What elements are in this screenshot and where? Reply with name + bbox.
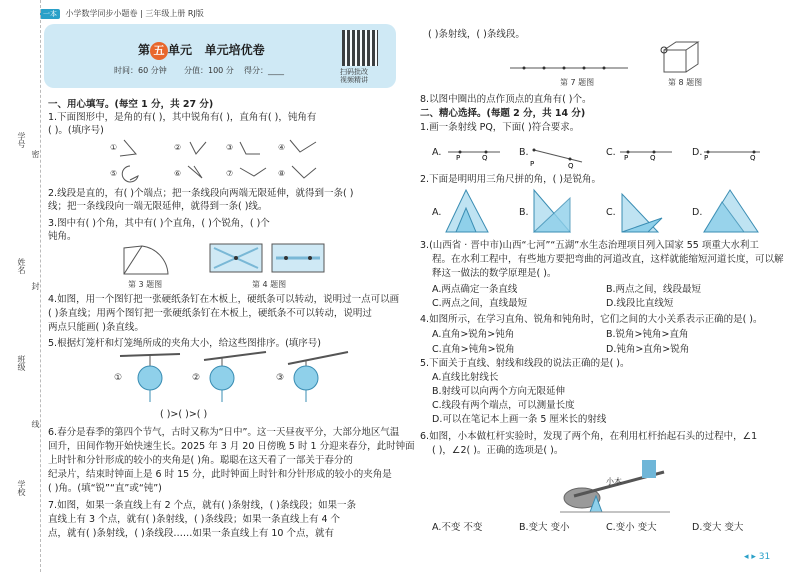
unit-title: 第 五 单元 单元培优卷 — [138, 41, 265, 60]
c6-lever-figure — [560, 460, 670, 516]
svg-text:P: P — [456, 154, 461, 162]
c3-option-d[interactable]: D.线段比直线短 — [606, 298, 674, 309]
c3-option-b[interactable]: B.两点之间，线段最短 — [606, 284, 702, 295]
c4-option-b[interactable]: B.锐角>钝角>直角 — [606, 329, 689, 340]
lantern-pole-3 — [288, 352, 348, 364]
time-info: 时间：60 分钟 — [114, 66, 167, 75]
c3-text-cont1: 程。在水利工程中，有些地方要把弯曲的河道改直，这样就能缩短河道长度，可以解 — [432, 254, 784, 265]
c2-text: 2.下面是明明用三角尺拼的角，( )是锐角。 — [420, 174, 601, 185]
c4-option-a[interactable]: A.直角>锐角>钝角 — [432, 329, 515, 340]
fig-4-pinboard — [210, 244, 326, 274]
fig-4-caption: 第 4 题图 — [252, 280, 287, 289]
qr-caption: 扫码批改 视频精讲 — [340, 68, 368, 84]
q6-text-cont4: ( )角。(填“锐”“直”或“钝”) — [48, 483, 162, 494]
fig-label-3: ③ — [226, 143, 234, 152]
q5-lantern-figures — [110, 350, 350, 408]
q2-text: 2.线段是直的，有( )个端点；把一条线段向两端无限延伸，就得到一条( ) — [48, 188, 354, 199]
lantern-label-1: ① — [114, 373, 123, 383]
lantern-3 — [294, 366, 318, 390]
q2-text-cont: 线；把一条线段向一端无限延伸，就得到一条( )线。 — [48, 201, 268, 212]
fig-3-caption: 第 3 题图 — [128, 280, 163, 289]
c2-option-c[interactable]: C. — [606, 207, 616, 218]
c5-text: 5.下面关于直线、射线和线段的说法正确的是( )。 — [420, 358, 630, 369]
q3-text-cont: 钝角。 — [48, 231, 77, 242]
q7-text: 7.如图，如果一条直线上有 2 个点，就有( )条射线，( )条线段；如果一条 — [48, 500, 357, 511]
c6-text: 6.如图，小本做杠杆实验时，发现了两个角，在利用杠杆抬起石头的过程中，∠1 — [420, 431, 758, 442]
c2-option-d[interactable]: D. — [692, 207, 703, 218]
svg-text:P: P — [530, 160, 535, 168]
angle-fig-3 — [240, 142, 260, 154]
brand-logo: 一本 — [40, 9, 60, 19]
svg-text:Q: Q — [568, 162, 574, 170]
q6-text-cont3: 纪录片，结束时钟面上是 6 时 15 分，此时钟面上时针和分针形成的较小的夹角是 — [48, 469, 392, 480]
angle-fig-6 — [188, 166, 202, 178]
q8-text: 8.以图中圈出的点作顶点的直角有( )个。 — [420, 94, 592, 105]
c1-option-a[interactable]: A. — [432, 147, 442, 158]
c6-option-d[interactable]: D.变大 变大 — [692, 522, 744, 533]
q1-angle-figures — [110, 136, 340, 184]
fig-3-quarter-shape — [120, 244, 180, 278]
q7-text-cont3: ( )条射线，( )条线段。 — [428, 29, 525, 40]
binding-label-line: 线 — [31, 420, 40, 428]
c4-option-c[interactable]: C.直角>钝角>锐角 — [432, 344, 515, 355]
q6-text-cont1: 回升，田间作物开始快速生长。2025 年 3 月 20 日傍晚 5 时 1 分迎来春分，此时钟面 — [48, 441, 415, 452]
fig-label-8: ⑧ — [278, 169, 286, 178]
angle-fig-2 — [190, 142, 206, 154]
q7-text-cont1: 直线上有 3 个点，就有( )条射线，( )条线段；如果一条直线上有 4 个 — [48, 514, 341, 525]
c6-option-b[interactable]: B.变大 变小 — [519, 522, 570, 533]
section-1-heading: 一、用心填写。(每空 1 分，共 27 分) — [48, 99, 214, 110]
c1-text: 1.画一条射线 PQ，下面( )符合要求。 — [420, 122, 580, 133]
fig-label-1: ① — [110, 143, 118, 152]
c6-option-c[interactable]: C.变小 变大 — [606, 522, 657, 533]
c5-option-a[interactable]: A.直线比射线长 — [432, 372, 499, 383]
c1-option-c[interactable]: C. — [606, 147, 616, 158]
c1-option-d[interactable]: D. — [692, 147, 703, 158]
series-title: 小学数学同步小题卷 — [65, 9, 138, 18]
qr-code[interactable] — [342, 30, 378, 66]
c5-option-d[interactable]: D.可以在笔记本上画一条 5 厘米长的射线 — [432, 414, 607, 425]
fig-label-2: ② — [174, 143, 182, 152]
fig-label-5: ⑤ — [110, 169, 118, 178]
c4-text: 4.如图所示，在学习直角、锐角和钝角时，它们之间的大小关系表示正确的是( )。 — [420, 314, 763, 325]
lantern-2 — [210, 366, 234, 390]
page-header: 一本 小学数学同步小题卷 | 三年级上册 RJ版 — [40, 8, 204, 19]
c6-option-a[interactable]: A.不变 不变 — [432, 522, 483, 533]
c1-fig-c — [618, 144, 674, 160]
c2-fig-d — [700, 188, 762, 234]
binding-label-secret: 密 — [31, 150, 40, 158]
unit-banner — [44, 24, 396, 88]
c1-fig-b — [530, 140, 586, 168]
page-number: ◂ ▸ 31 — [744, 552, 771, 562]
q1-text-cont: ( )。(填序号) — [48, 125, 104, 136]
svg-text:P: P — [704, 154, 709, 162]
c1-fig-d — [702, 144, 762, 160]
q3-text: 3.图中有( )个角，其中有( )个直角，( )个锐角，( )个 — [48, 218, 270, 229]
section-2-heading: 二、精心选择。(每题 2 分，共 14 分) — [420, 108, 586, 119]
q5-text: 5.根据灯笼杆和灯笼绳所成的夹角大小，给这些图排序。(填序号) — [48, 338, 321, 349]
fig-label-4: ④ — [278, 143, 286, 152]
c3-text-cont2: 释这一做法的数学原理是( )。 — [432, 268, 557, 279]
score-info: 分值：100 分 — [184, 66, 234, 75]
lantern-label-3: ③ — [276, 373, 285, 383]
lever-person-label: 小本 — [606, 477, 622, 486]
q4-text-cont2: 两点只能画( )条直线。 — [48, 322, 144, 333]
c2-fig-a — [442, 188, 492, 234]
c5-option-b[interactable]: B.射线可以向两个方向无限延伸 — [432, 386, 566, 397]
binding-label-school: 学校 — [17, 480, 26, 496]
c1-option-b[interactable]: B. — [519, 147, 529, 158]
q6-text-cont2: 上时针和分针形成的较小的夹角是( )角。聪聪在这天看了一部关于春分的 — [48, 455, 353, 466]
lantern-label-2: ② — [192, 373, 201, 383]
c2-fig-c — [618, 190, 664, 234]
binding-label-student-id: 学号 — [17, 132, 26, 148]
svg-text:P: P — [624, 154, 629, 162]
svg-text:Q: Q — [482, 154, 488, 162]
fig-label-7: ⑦ — [226, 169, 234, 178]
c4-option-d[interactable]: D.钝角>直角>锐角 — [606, 344, 690, 355]
q4-text-cont1: ( )条直线；用两个图钉把一张硬纸条钉在木板上，硬纸条不可以转动，说明过 — [48, 308, 372, 319]
binding-label-name: 姓名 — [17, 258, 26, 274]
fig-8-caption: 第 8 题图 — [668, 78, 703, 87]
fig-7-caption: 第 7 题图 — [560, 78, 595, 87]
svg-text:Q: Q — [650, 154, 656, 162]
angle-fig-4 — [290, 140, 316, 152]
svg-text:Q: Q — [750, 154, 756, 162]
q4-text: 4.如图，用一个图钉把一张硬纸条钉在木板上，硬纸条可以转动，说明过一点可以画 — [48, 294, 400, 305]
edition: 三年级上册 RJ版 — [145, 9, 204, 18]
angle-fig-8 — [292, 166, 316, 178]
q7-text-cont2: 点，就有( )条射线，( )条线段……如果一条直线上有 10 个点，就有 — [48, 528, 334, 539]
binding-label-seal: 封 — [31, 282, 40, 290]
q1-text: 1.下面图形中，是角的有( )，其中锐角有( )，直角有( )，钝角有 — [48, 112, 317, 123]
q5-order-blanks[interactable]: ( )>( )>( ) — [160, 409, 208, 420]
c3-option-a[interactable]: A.两点确定一条直线 — [432, 284, 518, 295]
unit-subtitle: 单元培优卷 — [204, 43, 265, 57]
c6-text-cont: ( )，∠2( )。正确的选项是( )。 — [432, 445, 564, 456]
lantern-pole-2 — [204, 352, 266, 360]
binding-label-class: 班级 — [17, 355, 26, 371]
fig-label-6: ⑥ — [174, 169, 182, 178]
fig-8-cube — [662, 40, 702, 74]
unit-number-badge: 五 — [150, 42, 168, 60]
angle-fig-1 — [120, 140, 136, 156]
fig-7-points-on-line — [510, 60, 628, 76]
c3-text: 3.(山西省 · 晋中市)山西“七河”“五湖”水生态治理项目列入国家 55 项重大水利工 — [420, 240, 759, 251]
got-score: 得分：____ — [244, 66, 284, 75]
c2-option-b[interactable]: B. — [519, 207, 529, 218]
q6-text: 6.春分是春季的第四个节气，古时又称为“日中”。这一天昼夜平分，大部分地区气温 — [48, 427, 400, 438]
c2-fig-b — [530, 188, 576, 234]
c2-option-a[interactable]: A. — [432, 207, 442, 218]
angle-fig-7 — [240, 168, 266, 176]
c1-fig-a — [446, 144, 502, 160]
c3-option-c[interactable]: C.两点之间，直线最短 — [432, 298, 528, 309]
angle-fig-5 — [122, 166, 138, 182]
lantern-1 — [138, 366, 162, 390]
c5-option-c[interactable]: C.线段有两个端点，可以测量长度 — [432, 400, 575, 411]
